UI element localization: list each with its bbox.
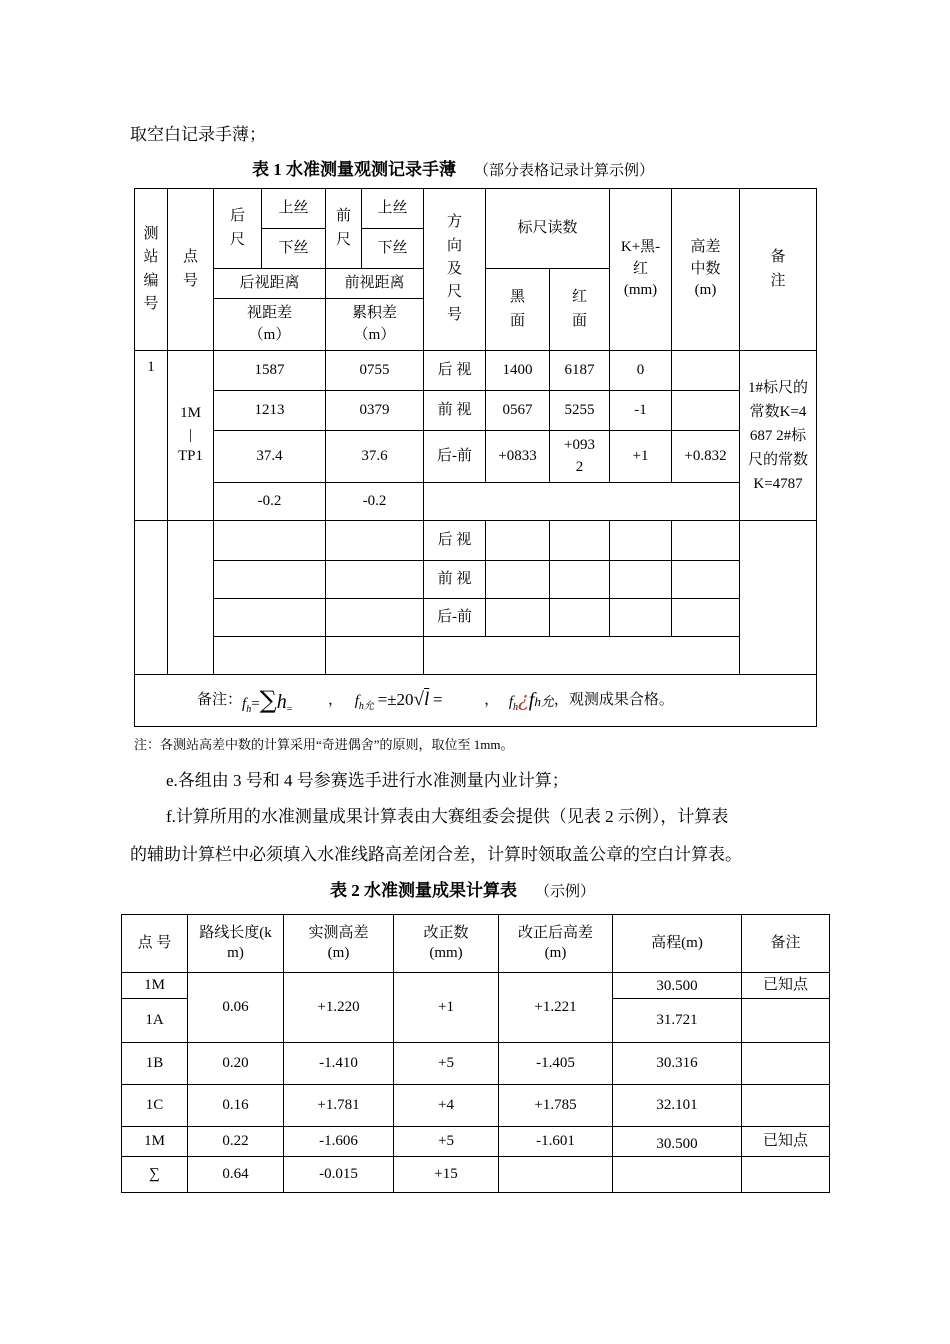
blank-direction-diff: 后-前 [424,599,486,637]
header-direction: 方向及尺号 [424,189,486,351]
header-back-distance: 后视距离 [214,269,326,299]
station-number: 1 [135,351,168,521]
segment-correction: +1 [394,973,499,1043]
empty-cell [424,483,740,521]
front-upper-value: 0755 [326,351,424,391]
blank-direction-back: 后 视 [424,521,486,561]
black-front: 0567 [486,391,550,431]
segment-length: 0.06 [188,973,284,1043]
blank-cell [326,561,424,599]
segment-length: 0.20 [188,1043,284,1085]
sum-empty [613,1157,742,1193]
blank-cell [672,599,740,637]
back-lower-value: 1213 [214,391,326,431]
table1-caption-note: （部分表格记录计算示例） [474,163,655,179]
level-results-table [121,914,830,1193]
point-1b: 1B [122,1043,188,1085]
remark-empty [742,999,830,1043]
header-station: 测站编号 [135,189,168,351]
blank-station [135,521,168,675]
red-front: 5255 [550,391,610,431]
header-back-upper-wire: 上丝 [262,189,326,229]
header-remark: 备注 [740,189,817,351]
elevation: 32.101 [613,1085,742,1127]
elevation: 30.316 [613,1043,742,1085]
header-staff-reading: 标尺读数 [486,189,610,269]
point-1c: 1C [122,1085,188,1127]
level-observation-table [134,188,817,727]
paragraph-e: e.各组由 3 号和 4 号参赛选手进行水准测量内业计算； [166,771,569,790]
header-front-distance: 前视距离 [326,269,424,299]
header-front-upper-wire: 上丝 [362,189,424,229]
segment-measured: -1.606 [284,1127,394,1157]
blank-direction-front: 前 视 [424,561,486,599]
header-route-length: 路线长度(km) [188,915,284,973]
black-diff: +0833 [486,431,550,483]
mean-front [672,391,740,431]
header-corrected-diff: 改正后高差(m) [499,915,613,973]
k-front: -1 [610,391,672,431]
blank-cell [486,561,550,599]
segment-length: 0.16 [188,1085,284,1127]
header-back-lower-wire: 下丝 [262,229,326,269]
blank-cell [326,599,424,637]
red-back: 6187 [550,351,610,391]
header-back-ruler: 后尺 [214,189,262,269]
sum-empty [499,1157,613,1193]
point-1a: 1A [122,999,188,1043]
header-front-ruler: 前尺 [326,189,362,269]
mean-height-diff: +0.832 [672,431,740,483]
back-distance-value: 37.4 [214,431,326,483]
header-cum-diff: 累积差 （m） [326,299,424,351]
closure-formula: $f_h=\sum h_=$ [242,686,293,716]
header-front-lower-wire: 下丝 [362,229,424,269]
sum-correction: +15 [394,1157,499,1193]
remark-empty [742,1043,830,1085]
known-point-remark: 已知点 [742,1127,830,1157]
header-remark: 备注 [742,915,830,973]
comparison-formula: $f_h¿fh$允 [508,687,554,714]
header-sight-diff: 视距差 （m） [214,299,326,351]
table1-caption [252,155,654,180]
segment-corrected: +1.785 [499,1085,613,1127]
conclusion: ，观测成果合格。 [553,691,674,708]
blank-cell [214,599,326,637]
segment-correction: +5 [394,1043,499,1085]
closure-remark-row [135,675,817,727]
red-diff: +0932 [550,431,610,483]
allowable-formula: $f_{h允} =\pm 20√l$ = [354,689,443,713]
k-diff: +1 [610,431,672,483]
direction-front: 前 视 [424,391,486,431]
header-mean-height-diff: 高差中数 (m) [672,189,740,351]
sum-length: 0.64 [188,1157,284,1193]
blank-cell [214,521,326,561]
sum-label: ∑ [122,1157,188,1193]
blank-cell [214,561,326,599]
header-measured-diff: 实测高差(m) [284,915,394,973]
mean-back [672,351,740,391]
blank-cell [326,637,424,675]
point-name: 1M | TP1 [168,351,214,521]
table2-title: 表 2 水准测量成果计算表 [330,881,517,900]
blank-cell [672,561,740,599]
blank-cell [550,561,610,599]
header-elevation: 高程(m) [613,915,742,973]
direction-back: 后 视 [424,351,486,391]
blank-remark [740,521,817,675]
remark-empty [742,1085,830,1127]
blank-cell [610,521,672,561]
front-distance-value: 37.6 [326,431,424,483]
segment-correction: +5 [394,1127,499,1157]
blank-cell [214,637,326,675]
elevation: 30.500 [613,973,742,999]
segment-length: 0.22 [188,1127,284,1157]
blank-cell [424,637,740,675]
segment-measured: -1.410 [284,1043,394,1085]
sum-empty [742,1157,830,1193]
segment-corrected: -1.405 [499,1043,613,1085]
paragraph-f-line1: f.计算所用的水准测量成果计算表由大赛组委会提供（见表 2 示例），计算表 [166,807,729,826]
point-1m: 1M [122,973,188,999]
back-upper-value: 1587 [214,351,326,391]
comma: ， [484,691,500,708]
table2-caption-note: （示例） [535,884,596,900]
table1-note: 注：各测站高差中数的计算采用“奇进偶舍”的原则，取位至 1mm。 [134,737,514,752]
segment-corrected: -1.601 [499,1127,613,1157]
header-point: 点号 [168,189,214,351]
paragraph-f-line2: 的辅助计算栏中必须填入水准线路高差闭合差，计算时领取盖公章的空白计算表。 [130,845,742,864]
table2-caption [330,876,595,901]
blank-cell [550,521,610,561]
cum-diff-value: -0.2 [326,483,424,521]
front-lower-value: 0379 [326,391,424,431]
comma: ， [327,691,343,708]
blank-cell [550,599,610,637]
segment-corrected: +1.221 [499,973,613,1043]
black-back: 1400 [486,351,550,391]
k-back: 0 [610,351,672,391]
blank-cell [672,521,740,561]
blank-cell [610,561,672,599]
table1-title: 表 1 水准测量观测记录手薄 [252,160,456,179]
intro-line: 取空白记录手薄； [130,125,266,144]
remark-label: 备注： [197,691,243,708]
point-1m-end: 1M [122,1127,188,1157]
known-point-remark: 已知点 [742,973,830,999]
blank-cell [486,599,550,637]
staff-constant-remark: 1#标尺的常数K=4687 2#标尺的常数K=4787 [740,351,817,521]
header-k-black-red: K+黑-红 (mm) [610,189,672,351]
sight-diff-value: -0.2 [214,483,326,521]
sum-measured: -0.015 [284,1157,394,1193]
blank-cell [486,521,550,561]
blank-cell [610,599,672,637]
segment-measured: +1.220 [284,973,394,1043]
blank-cell [326,521,424,561]
header-red-face: 红面 [550,269,610,351]
direction-diff: 后-前 [424,431,486,483]
header-black-face: 黑面 [486,269,550,351]
blank-point [168,521,214,675]
segment-measured: +1.781 [284,1085,394,1127]
segment-correction: +4 [394,1085,499,1127]
elevation: 31.721 [613,999,742,1043]
elevation: 30.500 [613,1127,742,1157]
header-point: 点 号 [122,915,188,973]
header-correction: 改正数(mm) [394,915,499,973]
